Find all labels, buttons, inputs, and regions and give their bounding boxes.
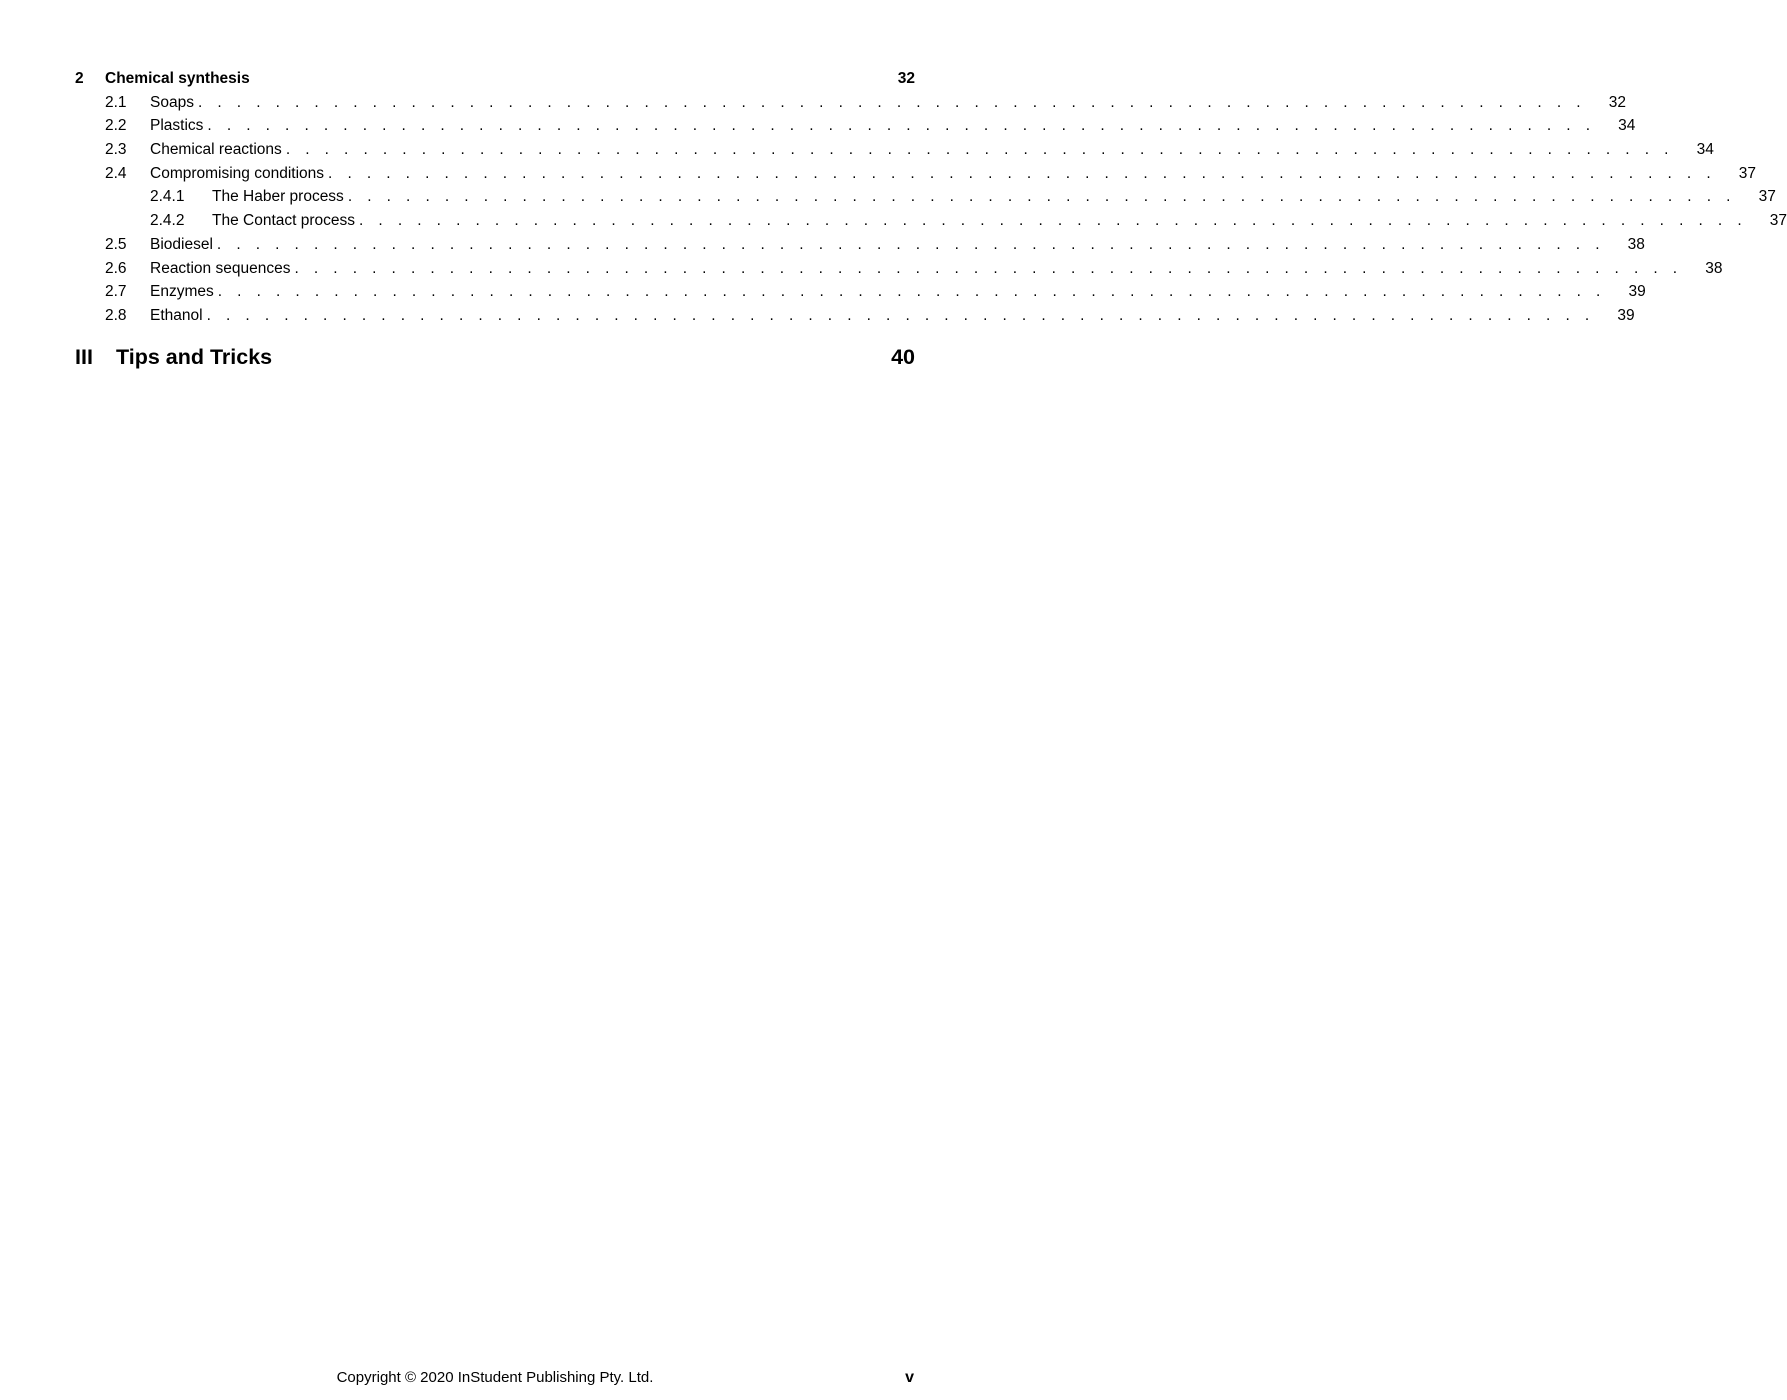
entry-number: 2.6 xyxy=(105,259,127,277)
toc-entry[interactable] xyxy=(75,162,1757,186)
entry-title: Chemical reactions xyxy=(150,138,286,162)
dot-leader: . . . . . . . . . . . . . . . . . . . . . . . . . . . . . . . . . . . . . . . . . . . . . . . . . . . . . . . . . . . . . . . . . . . . . . . . xyxy=(359,212,1748,230)
entry-number: 2.4 xyxy=(105,164,127,182)
entry-number: 2.3 xyxy=(105,141,127,159)
entry-number: 2.5 xyxy=(105,235,127,253)
dot-leader: . . . . . . . . . . . . . . . . . . . . . . . . . . . . . . . . . . . . . . . . . . . . . . . . . . . . . . . . . . . . . . . . . . . . . . . . xyxy=(206,306,1595,324)
toc-subentry[interactable] xyxy=(75,209,1787,233)
entry-page-number: 39 xyxy=(1617,306,1635,324)
entry-number: 2.7 xyxy=(105,283,127,301)
entry-title: The Contact process xyxy=(212,209,359,233)
entry-number: 2.8 xyxy=(105,306,127,324)
toc-entry[interactable] xyxy=(75,304,1635,328)
page-number: v xyxy=(905,1369,914,1386)
dot-leader: . . . . . . . . . . . . . . . . . . . . . . . . . . . . . . . . . . . . . . . . . . . . . . . . . . . . . . . . . . . . . . . . . . . . . . . . xyxy=(207,117,1596,135)
toc-part-entry[interactable] xyxy=(75,345,915,375)
entry-page-number: 37 xyxy=(1738,164,1757,182)
page-footer xyxy=(0,1369,990,1391)
chapter-title: Chemical synthesis xyxy=(105,67,895,91)
entry-number: 2.1 xyxy=(105,93,127,111)
part-title: Tips and Tricks xyxy=(116,345,875,370)
entry-page-number: 38 xyxy=(1627,235,1645,253)
toc-subentry[interactable] xyxy=(75,185,1776,209)
dot-leader: . . . . . . . . . . . . . . . . . . . . . . . . . . . . . . . . . . . . . . . . . . . . . . . . . . . . . . . . . . . . . . . . . . . . . . . . xyxy=(197,93,1586,111)
dot-leader: . . . . . . . . . . . . . . . . . . . . . . . . . . . . . . . . . . . . . . . . . . . . . . . . . . . . . . . . . . . . . . . . . . . . . . . . xyxy=(217,283,1606,301)
toc-entry[interactable] xyxy=(75,280,1646,304)
part-number: III xyxy=(75,345,93,369)
entry-page-number: 34 xyxy=(1696,141,1714,159)
dot-leader: . . . . . . . . . . . . . . . . . . . . . . . . . . . . . . . . . . . . . . . . . . . . . . . . . . . . . . . . . . . . . . . . . . . . . . . . xyxy=(328,164,1717,182)
part-page-number: 40 xyxy=(891,345,915,369)
entry-title: Soaps xyxy=(150,91,198,115)
dot-leader: . . . . . . . . . . . . . . . . . . . . . . . . . . . . . . . . . . . . . . . . . . . . . . . . . . . . . . . . . . . . . . . . . . . . . . . . xyxy=(285,141,1674,159)
entry-page-number: 39 xyxy=(1628,283,1646,301)
entry-title: The Haber process xyxy=(212,185,348,209)
copyright-notice: Copyright © 2020 InStudent Publishing Pty. Ltd. xyxy=(336,1369,654,1386)
dot-leader: . . . . . . . . . . . . . . . . . . . . . . . . . . . . . . . . . . . . . . . . . . . . . . . . . . . . . . . . . . . . . . . . . . . . . . . . xyxy=(347,188,1736,206)
entry-page-number: 34 xyxy=(1618,117,1636,135)
toc-entry[interactable] xyxy=(75,257,1723,281)
entry-page-number: 37 xyxy=(1769,212,1787,230)
entry-title: Ethanol xyxy=(150,304,207,328)
entry-number: 2.4.1 xyxy=(150,188,185,206)
entry-title: Plastics xyxy=(150,114,207,138)
entry-title: Reaction sequences xyxy=(150,257,294,281)
toc-entry[interactable] xyxy=(75,233,1645,257)
entry-page-number: 37 xyxy=(1758,188,1776,206)
chapter-page-number: 32 xyxy=(897,70,915,87)
entry-number: 2.2 xyxy=(105,117,127,135)
dot-leader: . . . . . . . . . . . . . . . . . . . . . . . . . . . . . . . . . . . . . . . . . . . . . . . . . . . . . . . . . . . . . . . . . . . . . . . . xyxy=(216,235,1605,253)
toc-entry[interactable] xyxy=(75,114,1636,138)
toc-entry[interactable] xyxy=(75,91,1626,115)
entry-title: Biodiesel xyxy=(150,233,217,257)
entry-page-number: 38 xyxy=(1705,259,1723,277)
toc-entry[interactable] xyxy=(75,138,1714,162)
table-of-contents xyxy=(75,67,1787,328)
entry-page-number: 32 xyxy=(1608,93,1626,111)
entry-number: 2.4.2 xyxy=(150,212,185,230)
chapter-number: 2 xyxy=(75,70,84,87)
dot-leader: . . . . . . . . . . . . . . . . . . . . . . . . . . . . . . . . . . . . . . . . . . . . . . . . . . . . . . . . . . . . . . . . . . . . . . . . xyxy=(294,259,1683,277)
entry-title: Enzymes xyxy=(150,280,218,304)
entry-title: Compromising conditions xyxy=(150,162,328,186)
toc-chapter-entry[interactable] xyxy=(75,67,915,91)
